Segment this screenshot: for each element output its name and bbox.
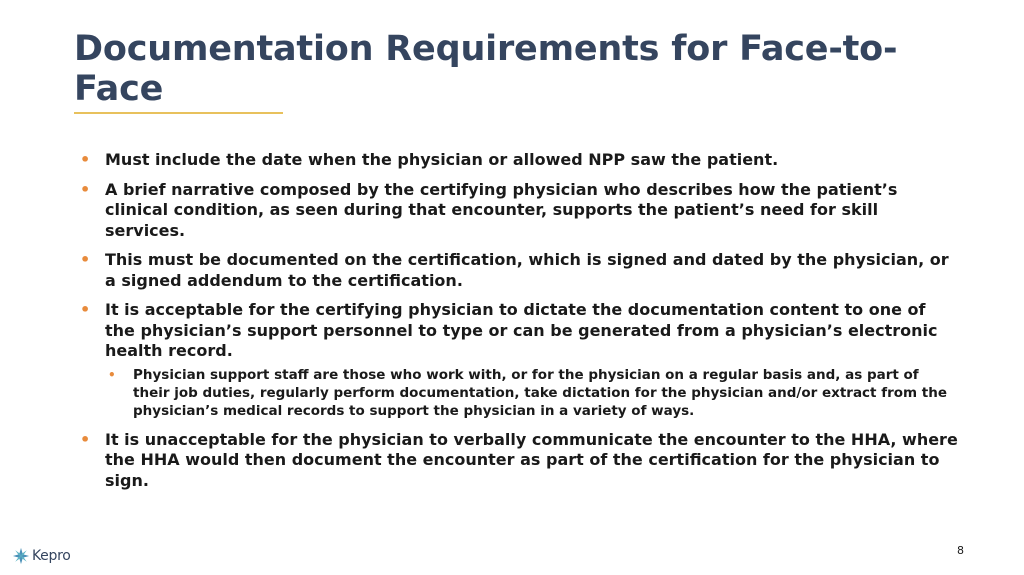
logo-text: Kepro <box>32 548 71 564</box>
bullet-text: It is unacceptable for the physician to verbally communicate the encounter to the HHA, where the HHA would then document the encounter as part of the certification for the physician to sign. <box>105 429 958 490</box>
sub-bullet-item <box>105 366 953 421</box>
bullet-item <box>80 430 960 492</box>
bullet-item <box>80 150 960 171</box>
bullet-list <box>80 150 960 500</box>
bullet-text: This must be documented on the certification, which is signed and dated by the physician, or a signed addendum to the certification. <box>105 250 949 290</box>
page-number: 8 <box>957 544 964 557</box>
bullet-item <box>80 250 960 291</box>
sub-bullet-marker: • <box>108 367 116 382</box>
bullet-marker: • <box>80 179 91 199</box>
bullet-text: It is acceptable for the certifying physician to dictate the documentation content to one of the physician’s support personnel to type or can be generated from a physician’s electronic health record. <box>105 300 938 360</box>
title-underline <box>74 112 283 114</box>
bullet-marker: • <box>80 429 91 449</box>
bullet-text: A brief narrative composed by the certifying physician who describes how the patient’s clinical condition, as seen during that encounter, supports the patient’s need for skill services. <box>105 179 898 240</box>
bullet-marker: • <box>80 250 91 269</box>
kepro-logo <box>12 547 71 565</box>
bullet-item <box>80 300 960 421</box>
sub-bullet-text: Physician support staff are those who work with, or for the physician on a regular basis and, as part of their job duties, regularly perform documentation, take dictation for the physician and/or extract from the physician’s medical records to support the physician in a variety of ways. <box>133 366 948 420</box>
bullet-marker: • <box>80 300 91 319</box>
kepro-starburst-icon <box>12 547 30 565</box>
sub-bullet-list <box>105 366 960 421</box>
bullet-text: Must include the date when the physician or allowed NPP saw the patient. <box>105 150 779 169</box>
bullet-marker: • <box>80 150 91 169</box>
slide-title: Documentation Requirements for Face-to-Face <box>74 29 898 109</box>
bullet-item <box>80 180 960 242</box>
